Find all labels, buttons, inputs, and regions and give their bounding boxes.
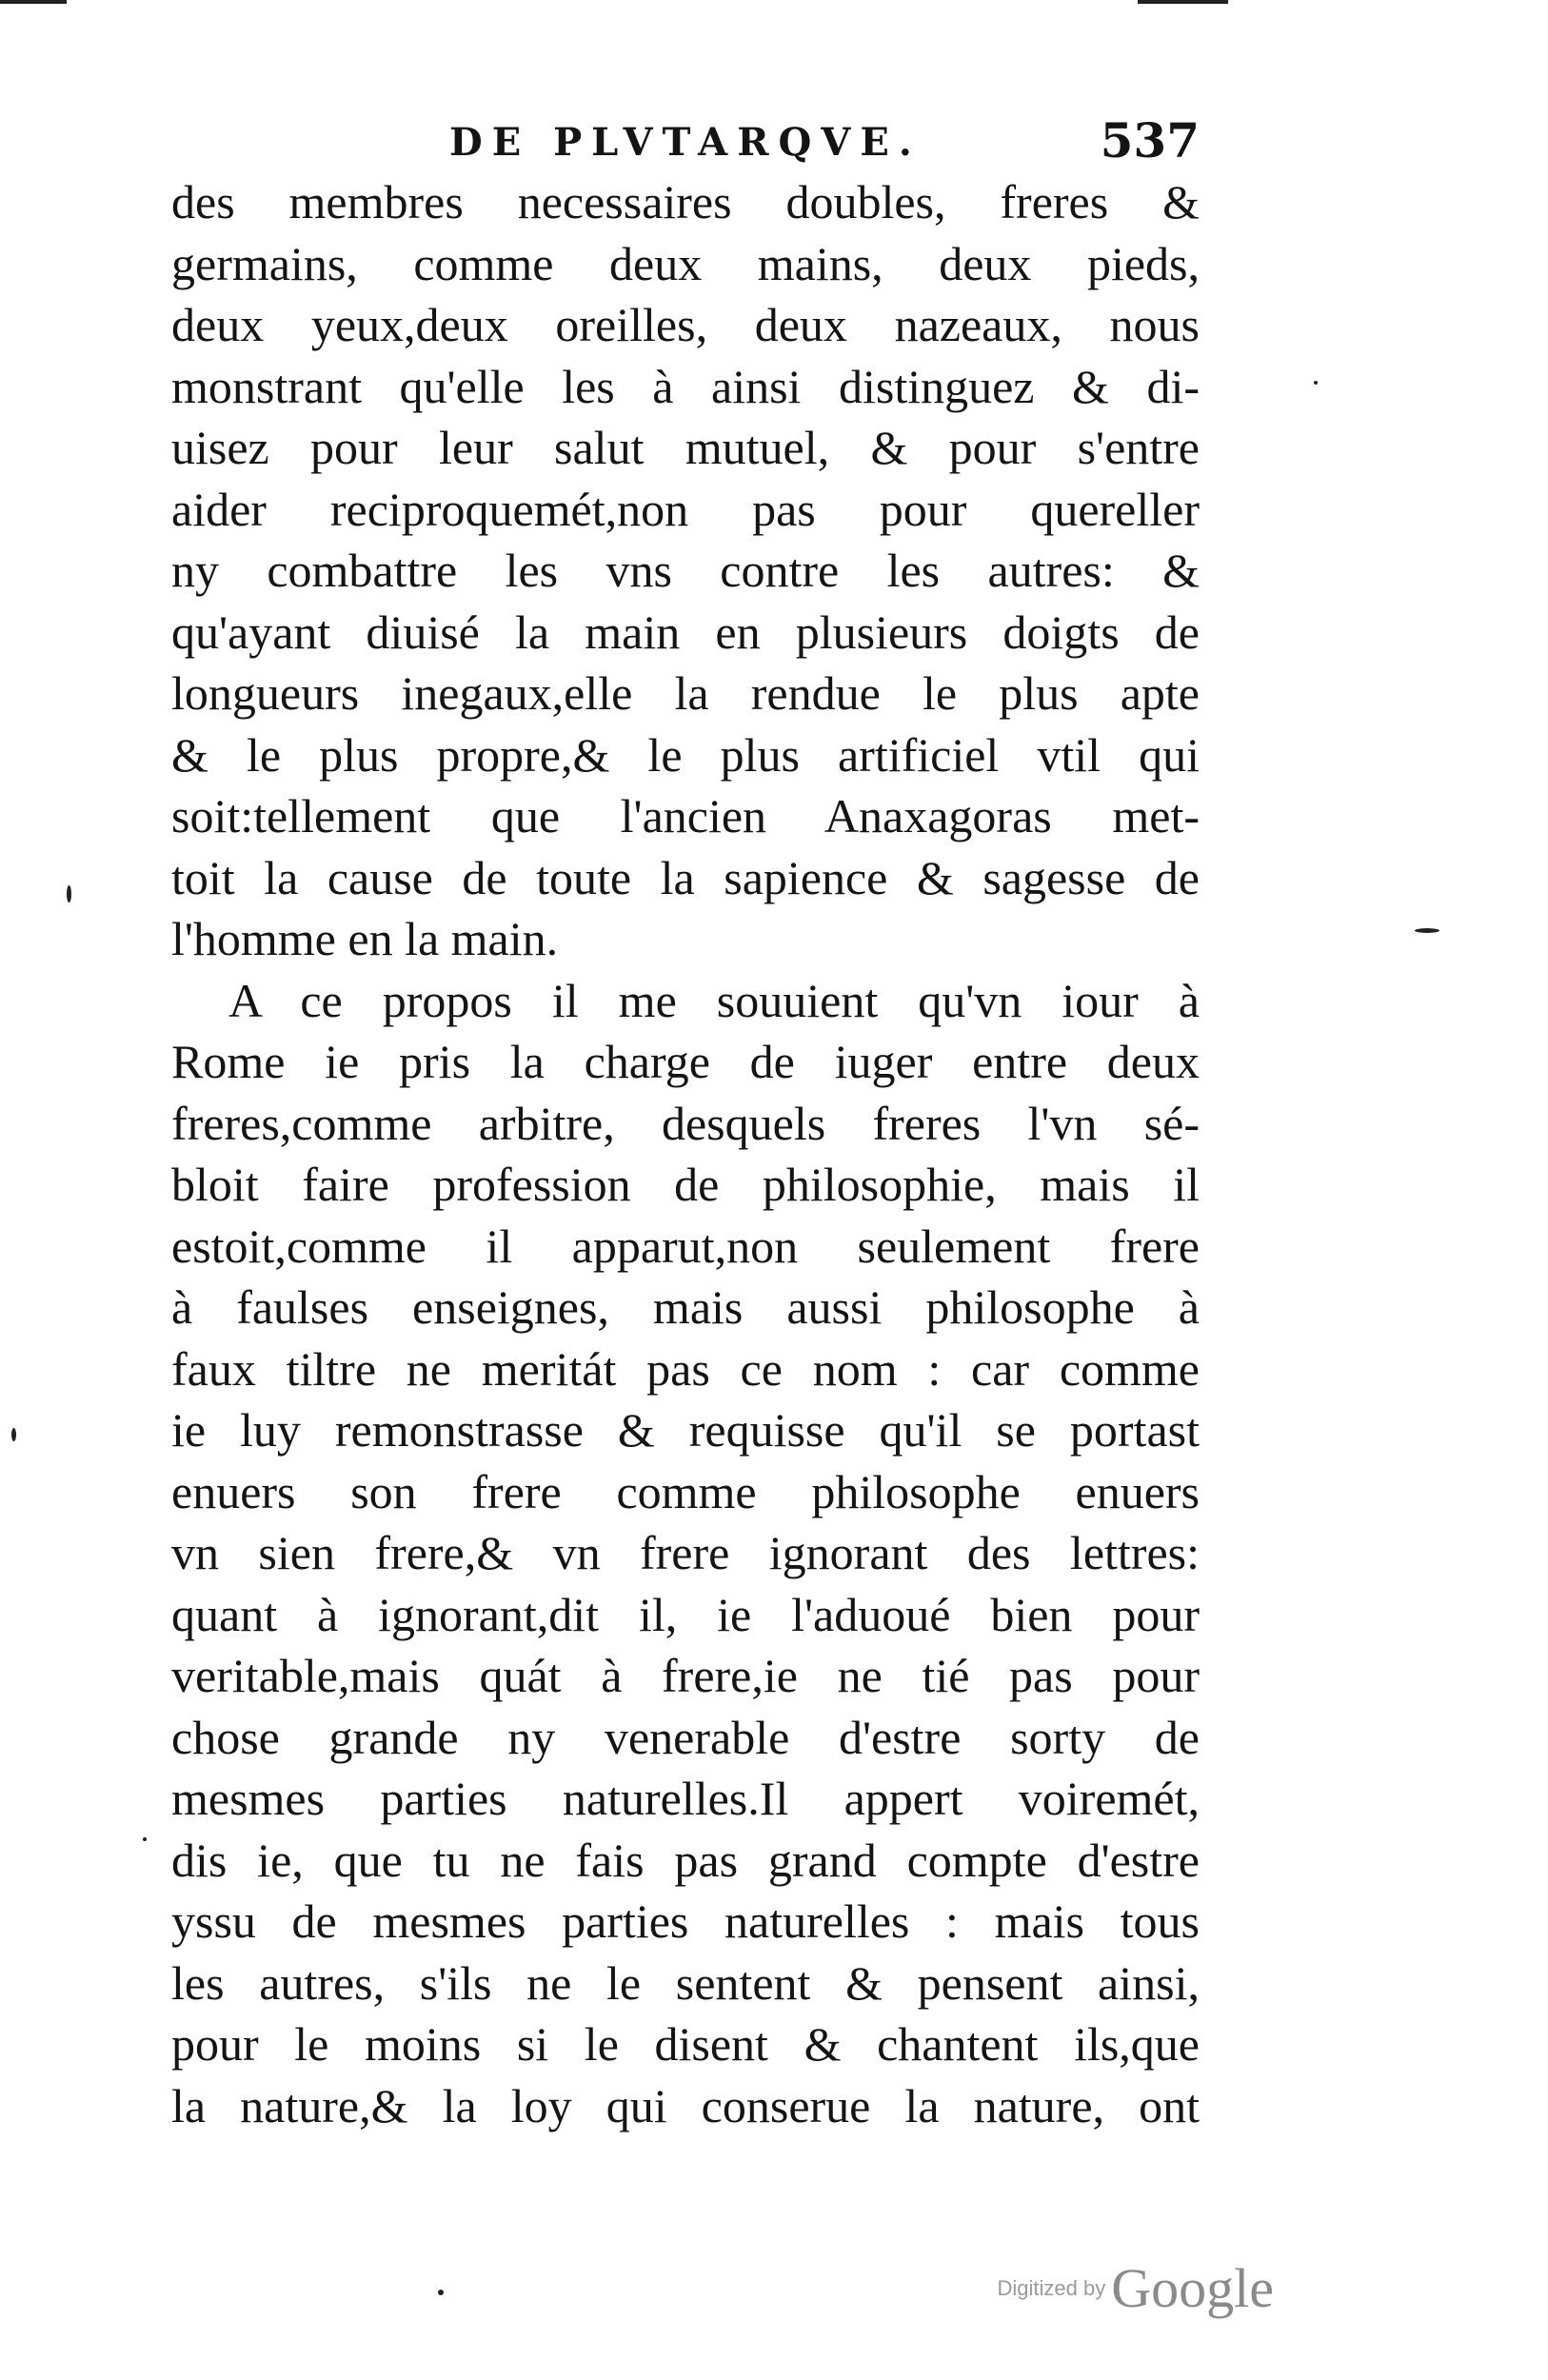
digitized-watermark bbox=[998, 2256, 1274, 2320]
paragraph-2 bbox=[171, 970, 1200, 2137]
text-line: faux tiltre ne meritát pas ce nom : car comme bbox=[171, 1341, 1200, 1396]
text-line: qu'ayant diuisé la main en plusieurs doigts de bbox=[171, 605, 1200, 659]
text-line: freres,comme arbitre, desquels freres l'vn sé- bbox=[171, 1096, 1200, 1150]
page-number: 537 bbox=[1100, 112, 1200, 169]
scan-speck bbox=[1314, 381, 1318, 385]
scan-speck bbox=[67, 885, 71, 902]
text-line: uisez pour leur salut mutuel, & pour s'entre bbox=[171, 421, 1200, 474]
text-line: quant à ignorant,dit il, ie l'aduoué bien pour bbox=[171, 1587, 1200, 1641]
text-line: estoit,comme il apparut,non seulement frere bbox=[171, 1219, 1200, 1273]
text-line: yssu de mesmes parties naturelles : mais tous bbox=[171, 1894, 1200, 1948]
page-header bbox=[171, 112, 1200, 179]
text-line: enuers son frere comme philosophe enuers bbox=[171, 1464, 1200, 1518]
text-line: bloit faire profession de philosophie, mais il bbox=[171, 1158, 1200, 1211]
text-line: mesmes parties naturelles.Il appert voiremét, bbox=[171, 1772, 1200, 1825]
text-line: toit la cause de toute la sapience & sagesse de bbox=[171, 850, 1200, 904]
text-line: veritable,mais quát à frere,ie ne tié pas pour bbox=[171, 1649, 1200, 1702]
text-line: dis ie, que tu ne fais pas grand compte d'estre bbox=[171, 1833, 1200, 1887]
google-logo: Google bbox=[1111, 2257, 1274, 2319]
text-line: vn sien frere,& vn frere ignorant des lettres: bbox=[171, 1526, 1200, 1579]
scan-speck bbox=[143, 1837, 147, 1841]
text-line: pour le moins si le disent & chantent ils,que bbox=[171, 2017, 1200, 2071]
text-line: ny combattre les vns contre les autres: & bbox=[171, 544, 1200, 597]
text-line: les autres, s'ils ne le sentent & pensent ainsi, bbox=[171, 1955, 1200, 2010]
running-head: DE PLVTARQVE. bbox=[449, 120, 922, 165]
text-line: Rome ie pris la charge de iuger entre deux bbox=[171, 1035, 1200, 1088]
text-line: soit:tellement que l'ancien Anaxagoras met- bbox=[171, 789, 1200, 843]
text-line: monstrant qu'elle les à ainsi distinguez & di- bbox=[171, 359, 1200, 413]
scan-speck bbox=[0, 0, 67, 4]
text-line: des membres necessaires doubles, freres & bbox=[171, 175, 1200, 228]
text-line: deux yeux,deux oreilles, deux nazeaux, nous bbox=[171, 298, 1200, 351]
text-line: à faulses enseignes, mais aussi philosophe à bbox=[171, 1280, 1200, 1334]
text-line: germains, comme deux mains, deux pieds, bbox=[171, 236, 1200, 290]
text-line: longueurs inegaux,elle la rendue le plus apte bbox=[171, 666, 1200, 720]
scan-speck bbox=[438, 2290, 444, 2295]
text-line: & le plus propre,& le plus artificiel vtil qui bbox=[171, 727, 1200, 782]
digitized-by-label: Digitized by bbox=[997, 2275, 1106, 2300]
text-line: la nature,& la loy qui conserue la nature, ont bbox=[171, 2078, 1200, 2132]
text-line: l'homme en la main. bbox=[171, 912, 559, 965]
paragraph-1 bbox=[171, 171, 1200, 970]
text-line: ie luy remonstrasse & requisse qu'il se portast bbox=[171, 1403, 1200, 1457]
scan-speck bbox=[11, 1428, 16, 1441]
text-line: chose grande ny venerable d'estre sorty de bbox=[171, 1710, 1200, 1764]
text-line: A ce propos il me souuient qu'vn iour à bbox=[228, 973, 1200, 1027]
scan-speck bbox=[1415, 928, 1439, 933]
body-text bbox=[171, 171, 1200, 2136]
scan-speck bbox=[1138, 0, 1228, 4]
text-line: aider reciproquemét,non pas pour quereller bbox=[171, 482, 1200, 536]
